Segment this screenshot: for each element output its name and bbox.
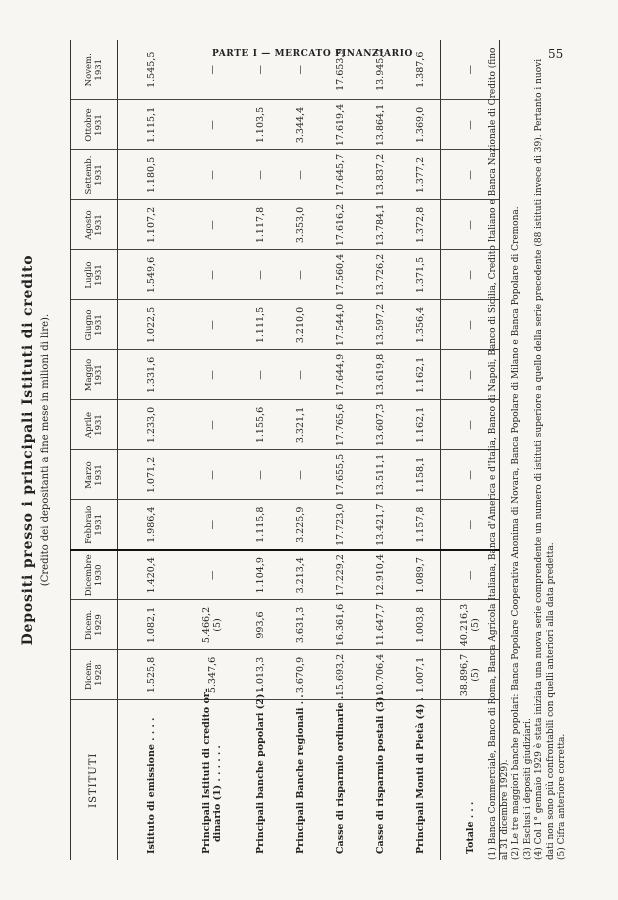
table-cell: — xyxy=(240,250,280,300)
table-cell: 1.549,6 xyxy=(118,250,185,300)
table-cell: 17.655,5 xyxy=(320,450,360,500)
column-header: Dicem. 1928 xyxy=(71,650,118,700)
table-cell: — xyxy=(280,250,320,300)
table-cell: 13.864,1 xyxy=(360,100,400,150)
table-cell: 13.619,8 xyxy=(360,350,400,400)
row-label xyxy=(184,688,240,860)
table-cell: 40.216,3 (5) xyxy=(441,600,500,650)
table-cell: 1.372,8 xyxy=(400,200,441,250)
table-cell: — xyxy=(240,150,280,200)
table-cell: — xyxy=(240,450,280,500)
table-cell: 1.545,5 xyxy=(118,40,185,100)
row-label: Principali banche popolari (2) . xyxy=(254,687,266,854)
table-header-row xyxy=(71,40,118,860)
footnote: (4) Col 1° gennaio 1929 è stata iniziata una nuova serie comprendente un numero di istituti superiore a quello della serie precedente (88 istituti invece di 39). Pertanto i nuovi dati non sono più confrontabili con quelli anteriori alla data predetta. xyxy=(534,58,556,860)
column-header: Marzo 1931 xyxy=(71,450,118,500)
table-cell: 3.631,3 xyxy=(280,600,320,650)
table-cell: 1.371,5 xyxy=(400,250,441,300)
table-cell: 1.003,8 xyxy=(400,600,441,650)
table-cell: 1.356,4 xyxy=(400,300,441,350)
table-cell: 1.387,6 xyxy=(400,40,441,100)
table-cell: — xyxy=(280,40,320,100)
table-cell: — xyxy=(441,450,500,500)
column-header: Ottobre 1931 xyxy=(71,100,118,150)
table-cell: 17.229,2 xyxy=(320,550,360,600)
table-cell: 13.837,2 xyxy=(360,150,400,200)
table-cell: — xyxy=(441,300,500,350)
table-cell: 38.896,7 (5) xyxy=(441,650,500,700)
table-cell: 1.013,3 xyxy=(240,650,280,700)
column-header: Luglio 1931 xyxy=(71,250,118,300)
column-header: Maggio 1931 xyxy=(71,350,118,400)
table-cell: 1.071,2 xyxy=(118,450,185,500)
table-cell: — xyxy=(441,350,500,400)
table-cell: — xyxy=(280,450,320,500)
table-cell: 1.525,8 xyxy=(118,650,185,700)
table-cell: 1.420,4 xyxy=(118,550,185,600)
row-label: Principali Banche regionali . . xyxy=(294,694,306,854)
table-cell: 1.107,2 xyxy=(118,200,185,250)
row-label: Casse di risparmio ordinarie . xyxy=(334,695,346,854)
rotated-table-page xyxy=(20,40,590,860)
table-cell: 1.180,5 xyxy=(118,150,185,200)
table-cell: 1.115,1 xyxy=(118,100,185,150)
table-cell: 17.560,4 xyxy=(320,250,360,300)
table-cell: 13.421,7 xyxy=(360,500,400,550)
footnote: (1) Banca Commerciale, Banco di Roma, Banca Agricola Italiana, Banca d'America e d'Italia, Banco di Napoli, Banco di Sicilia, Credito Italiano e Banca Nazionale di Credito (fino al 31 dicembre 1929). xyxy=(488,47,510,860)
column-header: Novem. 1931 xyxy=(71,40,118,100)
table-cell: 1.331,6 xyxy=(118,350,185,400)
column-header: Dicembre 1930 xyxy=(71,550,118,600)
deposits-table xyxy=(70,40,500,860)
table-cell: 1.369,0 xyxy=(400,100,441,150)
table-cell: — xyxy=(441,400,500,450)
table-cell: 1.089,7 xyxy=(400,550,441,600)
table-cell: 11.647,7 xyxy=(360,600,400,650)
table-cell: — xyxy=(240,350,280,400)
table-row xyxy=(240,40,280,860)
table-cell: — xyxy=(184,300,240,350)
table-body xyxy=(118,40,500,860)
row-label: Casse di risparmio postali (3) . xyxy=(374,689,386,854)
table-cell: 15.693,2 xyxy=(320,650,360,700)
table-cell: 3.353,0 xyxy=(280,200,320,250)
table-cell: 1.082,1 xyxy=(118,600,185,650)
table-cell: 13.597,2 xyxy=(360,300,400,350)
table-cell: — xyxy=(240,40,280,100)
table-cell: 993,6 xyxy=(240,600,280,650)
table-cell: — xyxy=(441,200,500,250)
column-header-istituti: ISTITUTI xyxy=(71,700,118,860)
table-cell: 5.466,2 (5) xyxy=(184,600,240,650)
page-number: 55 xyxy=(548,47,564,61)
footnote: (3) Esclusi i depositi giudiziari. xyxy=(522,718,533,860)
table-row xyxy=(320,40,360,860)
table-cell: 3.344,4 xyxy=(280,100,320,150)
table-cell: — xyxy=(184,350,240,400)
table-subtitle: (Credito dei depositanti a fine mese in milioni di lire). xyxy=(40,313,51,587)
table-cell: — xyxy=(184,500,240,550)
table-cell: 17.619,4 xyxy=(320,100,360,150)
table-cell: — xyxy=(184,200,240,250)
table-cell: 1.162,1 xyxy=(400,350,441,400)
table-cell: 1.115,8 xyxy=(240,500,280,550)
table-cell: — xyxy=(184,40,240,100)
table-cell: — xyxy=(184,400,240,450)
table-cell: 13.945,7 xyxy=(360,40,400,100)
table-row xyxy=(184,40,240,860)
table-cell: — xyxy=(184,250,240,300)
row-label-line: dinario (1) . . . . . . xyxy=(212,745,223,842)
table-cell: 1.007,1 xyxy=(400,650,441,700)
table-cell: — xyxy=(280,150,320,200)
table-cell: — xyxy=(441,250,500,300)
column-header: Settemb. 1931 xyxy=(71,150,118,200)
table-cell: 13.726,2 xyxy=(360,250,400,300)
table-cell: 5.347,6 xyxy=(184,650,240,700)
table-row xyxy=(400,40,441,860)
table-cell: — xyxy=(280,350,320,400)
table-cell: 16.361,6 xyxy=(320,600,360,650)
table-cell: — xyxy=(184,550,240,600)
table-cell: 3.210,0 xyxy=(280,300,320,350)
row-label: Principali Monti di Pietà (4) . xyxy=(414,697,426,854)
column-header: Giugno 1931 xyxy=(71,300,118,350)
table-cell: 1.155,6 xyxy=(240,400,280,450)
table-cell: 12.910,4 xyxy=(360,550,400,600)
table-cell: 17.653,9 xyxy=(320,40,360,100)
table-cell: 1.157,8 xyxy=(400,500,441,550)
table-cell: 17.616,2 xyxy=(320,200,360,250)
table-cell: 17.544,0 xyxy=(320,300,360,350)
row-label: Istituto di emissione . . . . xyxy=(145,717,157,854)
table-cell: 1.233,0 xyxy=(118,400,185,450)
table-cell: — xyxy=(441,500,500,550)
table-row xyxy=(118,40,185,860)
table-cell: 10.706,4 xyxy=(360,650,400,700)
table-cell: 13.784,1 xyxy=(360,200,400,250)
table-cell: 17.765,6 xyxy=(320,400,360,450)
footnotes xyxy=(488,40,569,860)
table-cell: 13.607,3 xyxy=(360,400,400,450)
footnote: (2) Le tre maggiori banche popolari: Banca Popolare Cooperativa Anonima di Novara, Banca Popolare di Milano e Banca Popolare di Cremona. xyxy=(511,206,521,860)
table-cell: 3.321,1 xyxy=(280,400,320,450)
column-header: Dicem. 1929 xyxy=(71,600,118,650)
table-cell: — xyxy=(441,40,500,100)
table-cell: 1.103,5 xyxy=(240,100,280,150)
table-cell: 1.117,8 xyxy=(240,200,280,250)
table-cell: 1.111,5 xyxy=(240,300,280,350)
table-cell: — xyxy=(184,150,240,200)
table-cell: 1.377,2 xyxy=(400,150,441,200)
table-cell: 17.645,7 xyxy=(320,150,360,200)
table-cell: — xyxy=(184,100,240,150)
table-cell: 17.644,9 xyxy=(320,350,360,400)
table-cell: 1.022,5 xyxy=(118,300,185,350)
table-row xyxy=(360,40,400,860)
table-cell: — xyxy=(184,450,240,500)
footnote: (5) Cifra anteriore corretta. xyxy=(557,733,567,860)
table-cell: 1.986,4 xyxy=(118,500,185,550)
table-cell: 3.213,4 xyxy=(280,550,320,600)
table-row xyxy=(280,40,320,860)
table-cell: — xyxy=(441,150,500,200)
table-cell: 3.225,9 xyxy=(280,500,320,550)
table-title: Depositi presso i principali Istituti di credito xyxy=(20,254,36,646)
running-title: PARTE I — MERCATO FINANZIARIO xyxy=(212,49,413,59)
column-header: Agosto 1931 xyxy=(71,200,118,250)
column-header: Aprile 1931 xyxy=(71,400,118,450)
table-cell: 1.162,1 xyxy=(400,400,441,450)
column-header: Febbraio 1931 xyxy=(71,500,118,550)
table-cell: — xyxy=(441,100,500,150)
table-cell: 3.670,9 xyxy=(280,650,320,700)
table-cell: 17.723,0 xyxy=(320,500,360,550)
row-label: Totale . . . xyxy=(441,700,500,860)
table-cell: — xyxy=(441,550,500,600)
table-cell: 1.104,9 xyxy=(240,550,280,600)
row-label-line: Principali Istituti di credito or- xyxy=(201,688,212,854)
table-cell: 1.158,1 xyxy=(400,450,441,500)
table-cell: 13.511,1 xyxy=(360,450,400,500)
